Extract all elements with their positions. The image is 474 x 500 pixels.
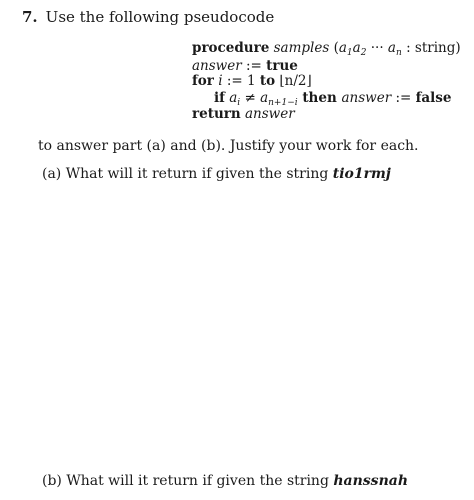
pseudocode-for-line xyxy=(192,73,312,89)
then-keyword: then xyxy=(297,90,342,106)
instructions-text: to answer part (a) and (b). Justify your work for each. xyxy=(38,138,419,154)
part-b-prompt: (b) What will it return if given the string xyxy=(42,473,334,489)
param-a2-sub: 2 xyxy=(360,48,367,58)
return-variable: answer xyxy=(240,106,295,122)
loop-assign: := 1 xyxy=(222,73,260,89)
part-a-prompt: (a) What will it return if given the string xyxy=(42,166,333,182)
true-keyword: true xyxy=(266,58,298,74)
anp-term: a xyxy=(260,90,269,106)
procedure-keyword: procedure xyxy=(192,40,270,56)
part-b-string: hanssnah xyxy=(333,473,408,489)
assign-operator-2: := xyxy=(391,90,416,106)
loop-variable: i xyxy=(213,73,223,89)
answer-variable-2: answer xyxy=(341,90,392,106)
answer-variable: answer xyxy=(192,58,242,74)
return-keyword: return xyxy=(192,106,241,122)
param-an-sub: n xyxy=(395,48,402,58)
to-keyword: to xyxy=(259,73,276,89)
anp-sub: n+1−i xyxy=(268,98,298,108)
question-number: 7. xyxy=(22,8,38,26)
assign-operator: := xyxy=(241,58,267,74)
question-header xyxy=(22,8,274,26)
param-open: ( xyxy=(333,40,339,56)
param-a1: a xyxy=(338,40,347,56)
for-keyword: for xyxy=(192,73,214,89)
ai-sub: i xyxy=(237,98,241,108)
loop-bound: ⌊n/2⌋ xyxy=(275,73,312,89)
false-keyword: false xyxy=(415,90,452,106)
procedure-name: samples xyxy=(273,40,330,56)
part-a xyxy=(42,166,391,182)
question-intro: Use the following pseudocode xyxy=(45,8,275,26)
param-an: a xyxy=(387,40,396,56)
param-a1-sub: 1 xyxy=(346,48,353,58)
pseudocode-init-line xyxy=(192,58,298,74)
param-dots: ··· xyxy=(366,40,388,56)
param-rest: : string) xyxy=(401,40,461,56)
part-a-string: tio1rmj xyxy=(332,166,391,182)
ai-term: a xyxy=(224,90,238,106)
if-keyword: if xyxy=(214,90,225,106)
pseudocode-return-line xyxy=(192,106,295,122)
not-equal-symbol: ≠ xyxy=(240,90,261,106)
pseudocode-procedure-line xyxy=(192,40,461,58)
part-b xyxy=(42,473,408,489)
param-a2: a xyxy=(352,40,361,56)
